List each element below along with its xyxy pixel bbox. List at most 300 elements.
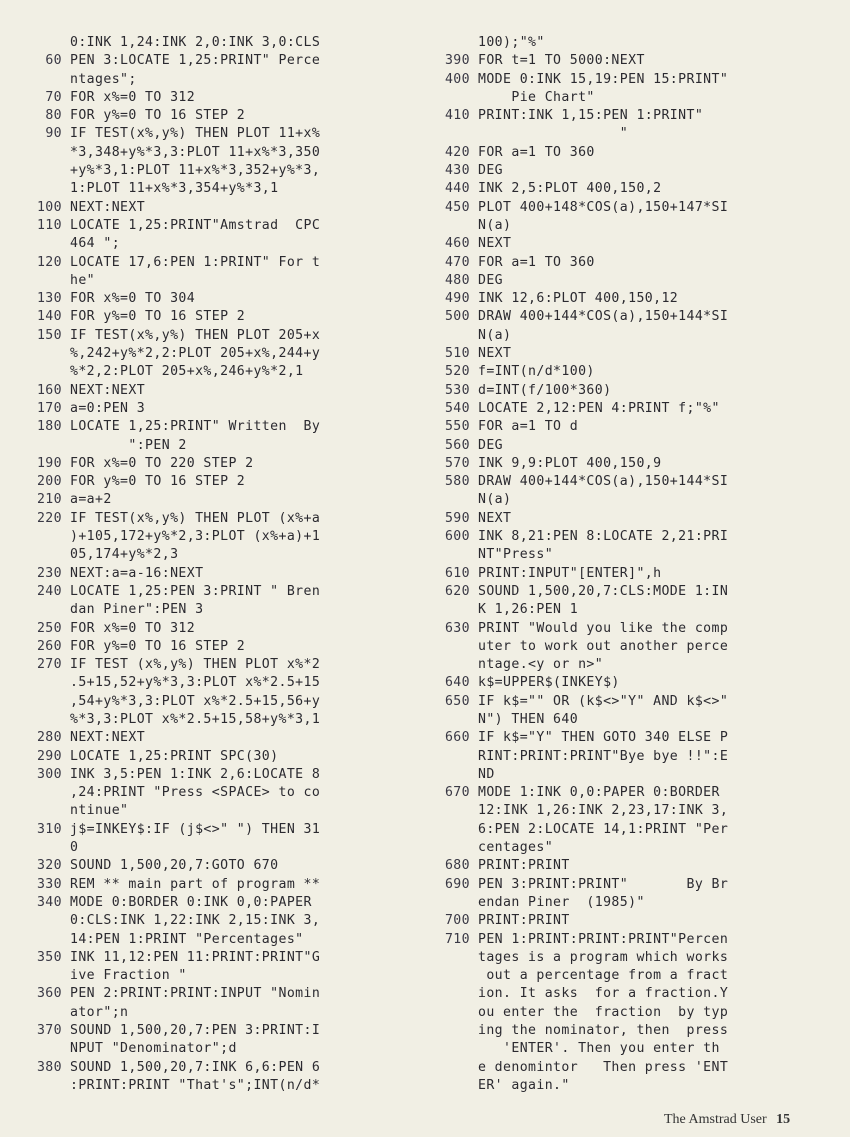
code-line bbox=[0, 857, 410, 875]
code-line bbox=[0, 180, 410, 198]
code-line bbox=[412, 510, 832, 528]
line-number bbox=[412, 491, 478, 509]
code-text: IF TEST(x%,y%) THEN PLOT (x%+a bbox=[70, 510, 321, 526]
line-number bbox=[412, 1022, 478, 1040]
code-text: tages is a program which works bbox=[478, 949, 729, 965]
line-number: 250 bbox=[36, 620, 62, 636]
code-text: INK 8,21:PEN 8:LOCATE 2,21:PRI bbox=[478, 529, 729, 545]
code-text: PEN 3:LOCATE 1,25:PRINT" Perce bbox=[70, 53, 321, 69]
code-text: centages" bbox=[478, 840, 554, 856]
code-line bbox=[0, 821, 410, 839]
line-number bbox=[412, 711, 478, 729]
code-text: LOCATE 1,25:PRINT SPC(30) bbox=[70, 748, 279, 764]
line-number: 520 bbox=[444, 364, 470, 380]
code-line bbox=[0, 766, 410, 784]
line-number: 620 bbox=[444, 583, 470, 599]
code-line bbox=[0, 949, 410, 967]
line-number: 530 bbox=[444, 382, 470, 398]
code-line bbox=[412, 528, 832, 546]
line-number bbox=[412, 967, 478, 985]
line-number bbox=[412, 821, 478, 839]
code-line bbox=[412, 748, 832, 766]
code-text: NEXT:a=a-16:NEXT bbox=[70, 565, 204, 581]
line-number bbox=[0, 1040, 70, 1058]
code-text: N(a) bbox=[478, 217, 512, 233]
code-text: 100);"%" bbox=[478, 35, 545, 50]
line-number bbox=[0, 180, 70, 198]
code-text: IF TEST(x%,y%) THEN PLOT 11+x% bbox=[70, 126, 321, 142]
code-line bbox=[0, 1004, 410, 1022]
line-number: 660 bbox=[444, 730, 470, 746]
code-text: INK 9,9:PLOT 400,150,9 bbox=[478, 455, 662, 471]
code-text: 12:INK 1,26:INK 2,23,17:INK 3, bbox=[478, 803, 729, 819]
line-number: 370 bbox=[36, 1023, 62, 1039]
code-line bbox=[412, 656, 832, 674]
line-number: 430 bbox=[444, 163, 470, 179]
code-text: IF TEST(x%,y%) THEN PLOT 205+x bbox=[70, 327, 321, 343]
code-line bbox=[412, 967, 832, 985]
code-text: FOR y%=0 TO 16 STEP 2 bbox=[70, 474, 246, 490]
page-number: 15 bbox=[776, 1112, 791, 1127]
line-number: 390 bbox=[444, 53, 470, 69]
code-line bbox=[0, 802, 410, 820]
line-number: 490 bbox=[444, 291, 470, 307]
line-number: 410 bbox=[444, 108, 470, 124]
line-number bbox=[412, 89, 478, 107]
code-line bbox=[412, 180, 832, 198]
code-line bbox=[0, 125, 410, 143]
code-text: N") THEN 640 bbox=[478, 711, 579, 727]
code-text: %*2,2:PLOT 205+x%,246+y%*2,1 bbox=[70, 364, 304, 380]
line-number: 200 bbox=[36, 474, 62, 490]
code-line bbox=[412, 107, 832, 125]
line-number: 210 bbox=[36, 492, 62, 508]
line-number bbox=[412, 1004, 478, 1022]
code-text: NEXT:NEXT bbox=[70, 199, 146, 215]
line-number bbox=[412, 546, 478, 564]
code-text: NEXT:NEXT bbox=[70, 382, 146, 398]
line-number bbox=[0, 528, 70, 546]
code-text: PEN 3:PRINT:PRINT" By Br bbox=[478, 876, 729, 892]
code-text: LOCATE 1,25:PRINT"Amstrad CPC bbox=[70, 217, 321, 233]
line-number: 120 bbox=[36, 254, 62, 270]
code-line bbox=[412, 144, 832, 162]
code-line bbox=[412, 162, 832, 180]
code-text: ing the nominator, then press bbox=[478, 1023, 729, 1039]
code-line bbox=[412, 912, 832, 930]
code-text: DRAW 400+144*COS(a),150+144*SI bbox=[478, 474, 729, 490]
code-text: k$=UPPER$(INKEY$) bbox=[478, 675, 620, 691]
code-line bbox=[0, 876, 410, 894]
code-text: FOR a=1 TO 360 bbox=[478, 254, 595, 270]
code-line bbox=[412, 327, 832, 345]
code-line bbox=[0, 711, 410, 729]
line-number bbox=[0, 784, 70, 802]
line-number bbox=[412, 839, 478, 857]
line-number: 650 bbox=[444, 693, 470, 709]
line-number bbox=[0, 71, 70, 89]
line-number bbox=[0, 546, 70, 564]
line-number: 320 bbox=[36, 858, 62, 874]
code-line bbox=[412, 638, 832, 656]
code-line bbox=[412, 1077, 832, 1095]
code-text: INK 2,5:PLOT 400,150,2 bbox=[478, 181, 662, 197]
line-number bbox=[0, 345, 70, 363]
line-number bbox=[412, 601, 478, 619]
code-line bbox=[0, 565, 410, 583]
line-number: 300 bbox=[36, 766, 62, 782]
line-number: 440 bbox=[444, 181, 470, 197]
code-text: FOR x%=0 TO 312 bbox=[70, 620, 196, 636]
line-number: 110 bbox=[36, 217, 62, 233]
code-text: IF TEST (x%,y%) THEN PLOT x%*2 bbox=[70, 657, 321, 673]
code-line bbox=[0, 418, 410, 436]
line-number bbox=[0, 162, 70, 180]
code-line bbox=[412, 382, 832, 400]
line-number: 220 bbox=[36, 510, 62, 526]
code-line bbox=[412, 290, 832, 308]
code-text: ator";n bbox=[70, 1004, 129, 1020]
code-line bbox=[412, 565, 832, 583]
code-text: NEXT bbox=[478, 346, 512, 362]
code-text: PLOT 400+148*COS(a),150+147*SI bbox=[478, 199, 729, 215]
code-line bbox=[0, 1059, 410, 1077]
code-line bbox=[412, 583, 832, 601]
code-line bbox=[412, 308, 832, 326]
line-number: 80 bbox=[45, 108, 62, 124]
line-number: 700 bbox=[444, 913, 470, 929]
code-line bbox=[0, 839, 410, 857]
code-text: NT"Press" bbox=[478, 547, 554, 563]
line-number bbox=[412, 638, 478, 656]
code-text: NEXT:NEXT bbox=[70, 730, 146, 746]
line-number: 190 bbox=[36, 455, 62, 471]
page-footer bbox=[664, 1112, 790, 1128]
line-number bbox=[412, 766, 478, 784]
code-text: LOCATE 1,25:PEN 3:PRINT " Bren bbox=[70, 583, 321, 599]
code-text: LOCATE 2,12:PEN 4:PRINT f;"%" bbox=[478, 400, 720, 416]
code-text: 05,174+y%*2,3 bbox=[70, 547, 179, 563]
code-text: out a percentage from a fract bbox=[478, 968, 729, 984]
code-line bbox=[412, 729, 832, 747]
code-text: 464 "; bbox=[70, 236, 121, 252]
line-number bbox=[0, 839, 70, 857]
code-text: 'ENTER'. Then you enter th bbox=[478, 1041, 720, 1057]
code-line bbox=[0, 620, 410, 638]
code-text: FOR y%=0 TO 16 STEP 2 bbox=[70, 309, 246, 325]
code-line bbox=[412, 125, 832, 143]
line-number bbox=[0, 144, 70, 162]
code-line bbox=[412, 363, 832, 381]
line-number: 60 bbox=[45, 53, 62, 69]
listing-left-column bbox=[0, 34, 410, 1095]
code-line bbox=[412, 199, 832, 217]
code-text: )+105,172+y%*2,3:PLOT (x%+a)+1 bbox=[70, 529, 321, 545]
code-line bbox=[412, 620, 832, 638]
line-number bbox=[0, 967, 70, 985]
code-line bbox=[0, 217, 410, 235]
code-line bbox=[412, 766, 832, 784]
code-line bbox=[0, 693, 410, 711]
line-number: 590 bbox=[444, 510, 470, 526]
line-number bbox=[0, 1077, 70, 1095]
code-text: *3,348+y%*3,3:PLOT 11+x%*3,350 bbox=[70, 144, 321, 160]
line-number: 380 bbox=[36, 1059, 62, 1075]
code-text: N(a) bbox=[478, 327, 512, 343]
code-text: LOCATE 17,6:PEN 1:PRINT" For t bbox=[70, 254, 321, 270]
line-number: 130 bbox=[36, 291, 62, 307]
code-line bbox=[412, 1040, 832, 1058]
code-text: DEG bbox=[478, 272, 504, 288]
code-line bbox=[412, 418, 832, 436]
line-number: 150 bbox=[36, 327, 62, 343]
code-line bbox=[0, 1040, 410, 1058]
code-text: N(a) bbox=[478, 492, 512, 508]
line-number: 90 bbox=[45, 126, 62, 142]
code-text: ntage.<y or n>" bbox=[478, 657, 604, 673]
code-text: ntages"; bbox=[70, 71, 137, 87]
publication-name: The Amstrad User bbox=[664, 1112, 767, 1127]
code-text: LOCATE 1,25:PRINT" Written By bbox=[70, 419, 321, 435]
code-text: FOR x%=0 TO 304 bbox=[70, 291, 196, 307]
code-text: SOUND 1,500,20,7:INK 6,6:PEN 6 bbox=[70, 1059, 321, 1075]
line-number: 160 bbox=[36, 382, 62, 398]
code-text: uter to work out another perce bbox=[478, 638, 729, 654]
code-text: ND bbox=[478, 766, 495, 782]
code-text: NPUT "Denominator";d bbox=[70, 1041, 237, 1057]
line-number: 270 bbox=[36, 657, 62, 673]
code-line bbox=[0, 510, 410, 528]
code-line bbox=[412, 1022, 832, 1040]
line-number: 310 bbox=[36, 821, 62, 837]
code-line bbox=[0, 162, 410, 180]
line-number: 170 bbox=[36, 400, 62, 416]
code-text: K 1,26:PEN 1 bbox=[478, 602, 579, 618]
code-text: ion. It asks for a fraction.Y bbox=[478, 986, 729, 1002]
line-number: 450 bbox=[444, 199, 470, 215]
line-number: 670 bbox=[444, 785, 470, 801]
code-text: FOR a=1 TO 360 bbox=[478, 144, 595, 160]
code-line bbox=[0, 784, 410, 802]
line-number: 330 bbox=[36, 876, 62, 892]
code-line bbox=[412, 1004, 832, 1022]
line-number bbox=[0, 802, 70, 820]
code-line bbox=[412, 491, 832, 509]
code-line bbox=[412, 254, 832, 272]
line-number: 420 bbox=[444, 144, 470, 160]
code-line bbox=[0, 290, 410, 308]
code-line bbox=[412, 821, 832, 839]
code-line bbox=[0, 967, 410, 985]
code-text: INK 3,5:PEN 1:INK 2,6:LOCATE 8 bbox=[70, 766, 321, 782]
code-line bbox=[0, 729, 410, 747]
code-line bbox=[0, 437, 410, 455]
line-number: 560 bbox=[444, 437, 470, 453]
code-text: +y%*3,1:PLOT 11+x%*3,352+y%*3, bbox=[70, 163, 321, 179]
line-number bbox=[0, 437, 70, 455]
listing-right-column bbox=[412, 34, 832, 1095]
line-number bbox=[0, 931, 70, 949]
code-text: ou enter the fraction by typ bbox=[478, 1004, 729, 1020]
line-number: 360 bbox=[36, 986, 62, 1002]
code-text: ,24:PRINT "Press <SPACE> to co bbox=[70, 785, 321, 801]
code-line bbox=[412, 949, 832, 967]
code-line bbox=[412, 931, 832, 949]
line-number: 70 bbox=[45, 89, 62, 105]
line-number bbox=[0, 1004, 70, 1022]
code-line bbox=[0, 308, 410, 326]
code-line bbox=[412, 345, 832, 363]
line-number bbox=[0, 272, 70, 290]
code-text: ive Fraction " bbox=[70, 968, 187, 984]
code-text: e denomintor Then press 'ENT bbox=[478, 1059, 729, 1075]
line-number bbox=[0, 912, 70, 930]
code-text: ntinue" bbox=[70, 803, 129, 819]
line-number: 180 bbox=[36, 419, 62, 435]
code-line bbox=[0, 254, 410, 272]
code-line bbox=[412, 784, 832, 802]
code-line bbox=[0, 382, 410, 400]
code-text: DEG bbox=[478, 163, 504, 179]
code-line bbox=[0, 400, 410, 418]
code-line bbox=[0, 272, 410, 290]
code-line bbox=[0, 144, 410, 162]
code-line bbox=[412, 52, 832, 70]
code-text: MODE 0:BORDER 0:INK 0,0:PAPER bbox=[70, 894, 312, 910]
code-text: 14:PEN 1:PRINT "Percentages" bbox=[70, 931, 304, 947]
code-text: NEXT bbox=[478, 510, 512, 526]
code-text: FOR y%=0 TO 16 STEP 2 bbox=[70, 108, 246, 124]
code-text: DEG bbox=[478, 437, 504, 453]
code-text: DRAW 400+144*COS(a),150+144*SI bbox=[478, 309, 729, 325]
code-line bbox=[412, 674, 832, 692]
line-number: 680 bbox=[444, 858, 470, 874]
line-number: 480 bbox=[444, 272, 470, 288]
code-line bbox=[0, 674, 410, 692]
code-line bbox=[0, 1077, 410, 1095]
line-number: 690 bbox=[444, 876, 470, 892]
line-number: 500 bbox=[444, 309, 470, 325]
line-number bbox=[412, 217, 478, 235]
line-number bbox=[0, 235, 70, 253]
code-line bbox=[0, 235, 410, 253]
code-text: FOR a=1 TO d bbox=[478, 419, 579, 435]
line-number: 600 bbox=[444, 529, 470, 545]
code-text: MODE 0:INK 15,19:PEN 15:PRINT" bbox=[478, 71, 729, 87]
code-text: 6:PEN 2:LOCATE 14,1:PRINT "Per bbox=[478, 821, 729, 837]
code-line bbox=[0, 199, 410, 217]
line-number: 540 bbox=[444, 400, 470, 416]
line-number: 140 bbox=[36, 309, 62, 325]
line-number bbox=[412, 1077, 478, 1095]
line-number bbox=[412, 802, 478, 820]
code-text: FOR x%=0 TO 220 STEP 2 bbox=[70, 455, 254, 471]
code-line bbox=[0, 34, 410, 52]
line-number bbox=[412, 1059, 478, 1077]
code-line bbox=[0, 601, 410, 619]
code-text: FOR x%=0 TO 312 bbox=[70, 89, 196, 105]
code-line bbox=[412, 455, 832, 473]
code-line bbox=[0, 1022, 410, 1040]
code-line bbox=[0, 638, 410, 656]
code-line bbox=[412, 985, 832, 1003]
code-line bbox=[412, 272, 832, 290]
line-number: 630 bbox=[444, 620, 470, 636]
code-line bbox=[412, 400, 832, 418]
line-number bbox=[0, 363, 70, 381]
code-text: endan Piner (1985)" bbox=[478, 894, 645, 910]
code-line bbox=[0, 748, 410, 766]
code-line bbox=[412, 857, 832, 875]
code-line bbox=[412, 34, 832, 52]
line-number: 470 bbox=[444, 254, 470, 270]
line-number bbox=[412, 985, 478, 1003]
code-line bbox=[412, 217, 832, 235]
line-number: 340 bbox=[36, 894, 62, 910]
line-number bbox=[0, 711, 70, 729]
code-text: SOUND 1,500,20,7:PEN 3:PRINT:I bbox=[70, 1023, 321, 1039]
code-line bbox=[0, 931, 410, 949]
code-text: NEXT bbox=[478, 236, 512, 252]
code-text: PEN 2:PRINT:PRINT:INPUT "Nomin bbox=[70, 986, 321, 1002]
line-number: 550 bbox=[444, 419, 470, 435]
line-number: 280 bbox=[36, 730, 62, 746]
code-line bbox=[0, 894, 410, 912]
code-text: MODE 1:INK 0,0:PAPER 0:BORDER bbox=[478, 785, 720, 801]
code-line bbox=[412, 894, 832, 912]
line-number: 230 bbox=[36, 565, 62, 581]
line-number: 580 bbox=[444, 474, 470, 490]
line-number: 350 bbox=[36, 949, 62, 965]
code-line bbox=[0, 71, 410, 89]
code-text: SOUND 1,500,20,7:CLS:MODE 1:IN bbox=[478, 583, 729, 599]
code-text: PRINT:PRINT bbox=[478, 858, 570, 874]
code-line bbox=[0, 52, 410, 70]
code-text: %,242+y%*2,2:PLOT 205+x%,244+y bbox=[70, 346, 321, 362]
line-number bbox=[412, 125, 478, 143]
code-text: RINT:PRINT:PRINT"Bye bye !!":E bbox=[478, 748, 729, 764]
code-line bbox=[0, 345, 410, 363]
line-number bbox=[0, 601, 70, 619]
line-number: 290 bbox=[36, 748, 62, 764]
code-line bbox=[412, 693, 832, 711]
code-text: PRINT:PRINT bbox=[478, 913, 570, 929]
code-line bbox=[0, 985, 410, 1003]
code-line bbox=[0, 583, 410, 601]
line-number bbox=[412, 327, 478, 345]
code-text: .5+15,52+y%*3,3:PLOT x%*2.5+15 bbox=[70, 675, 321, 691]
code-line bbox=[0, 491, 410, 509]
code-line bbox=[0, 107, 410, 125]
code-text: f=INT(n/d*100) bbox=[478, 364, 595, 380]
line-number bbox=[412, 1040, 478, 1058]
line-number bbox=[412, 34, 478, 52]
code-text: dan Piner":PEN 3 bbox=[70, 602, 204, 618]
line-number: 260 bbox=[36, 638, 62, 654]
code-text: he" bbox=[70, 272, 96, 288]
code-text: PRINT "Would you like the comp bbox=[478, 620, 729, 636]
code-text: ER' again." bbox=[478, 1077, 570, 1093]
line-number: 640 bbox=[444, 675, 470, 691]
code-line bbox=[0, 363, 410, 381]
code-line bbox=[412, 89, 832, 107]
code-text: 0 bbox=[70, 840, 79, 856]
code-line bbox=[412, 473, 832, 491]
code-text: 1:PLOT 11+x%*3,354+y%*3,1 bbox=[70, 181, 279, 197]
line-number bbox=[412, 949, 478, 967]
line-number bbox=[0, 674, 70, 692]
code-line bbox=[412, 546, 832, 564]
